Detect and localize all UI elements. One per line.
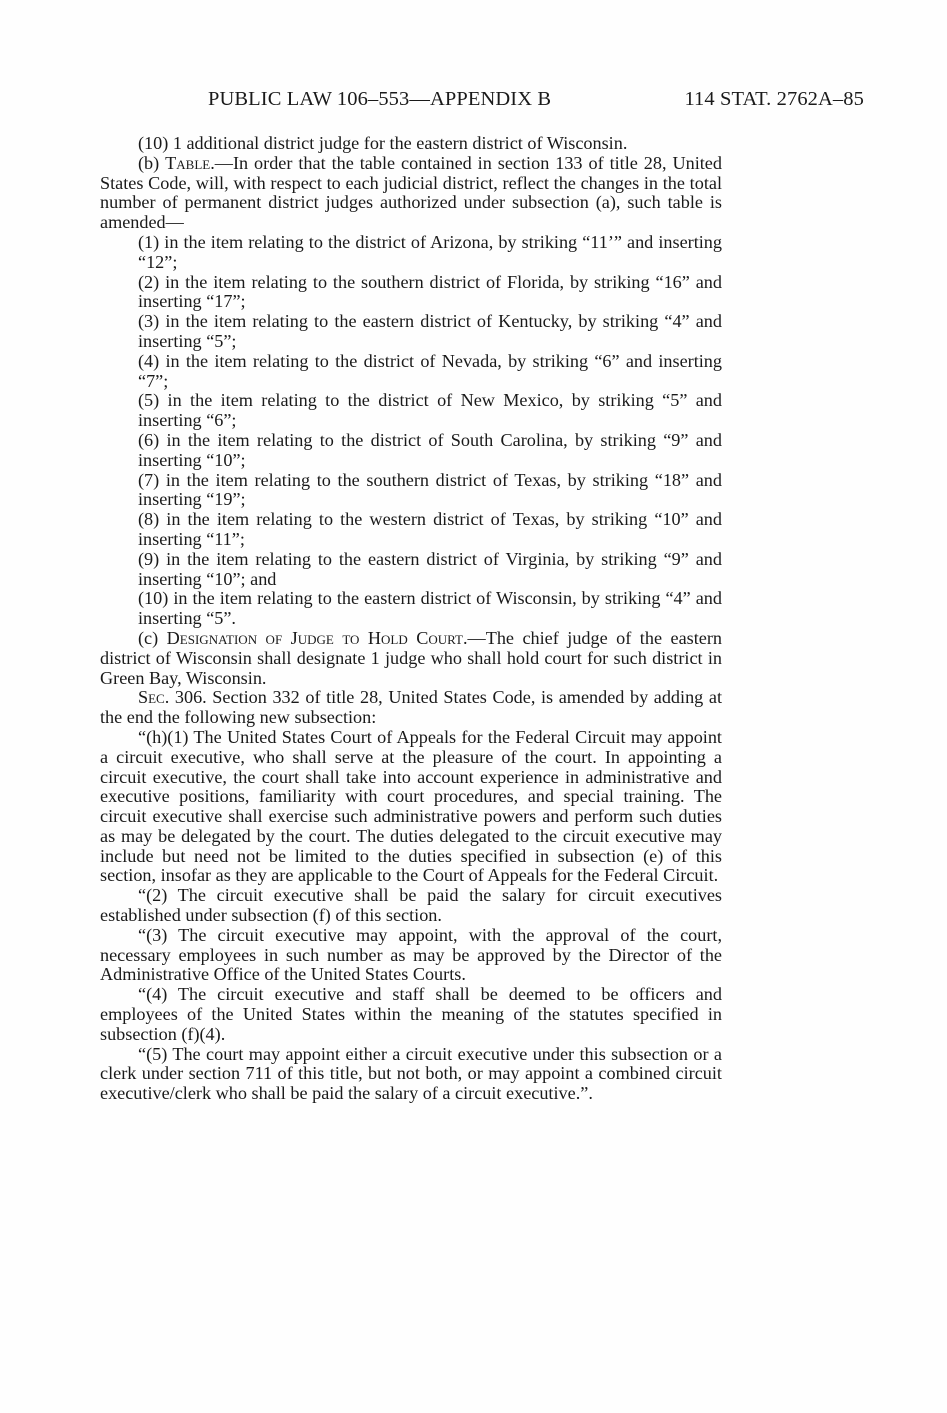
header-stat-citation: 114 STAT. 2762A–85 xyxy=(684,88,864,110)
paragraph-text: .—The chief judge of the eastern district of Wisconsin shall designate 1 judge who shall hold court for such district in Green Bay, Wisconsin. xyxy=(100,627,723,688)
paragraph-text: (7) in the item relating to the southern district of Texas, by striking “18” and inserting “19”; xyxy=(138,469,722,510)
paragraph-text: (2) in the item relating to the southern district of Florida, by striking “16” and inserting “17”; xyxy=(138,271,722,312)
paragraph-text: “(2) The circuit executive shall be paid the salary for circuit executives established under subsection (f) of this section. xyxy=(100,885,722,926)
paragraph-item xyxy=(100,134,722,154)
subsection-heading: Table xyxy=(165,152,211,173)
paragraph-text: (10) 1 additional district judge for the eastern district of Wisconsin. xyxy=(138,133,628,153)
paragraph-subsection-c xyxy=(100,629,722,688)
paragraph-section-306 xyxy=(100,688,722,728)
paragraph-item xyxy=(100,391,722,431)
paragraph-item xyxy=(100,589,722,629)
paragraph-quoted-4 xyxy=(100,985,722,1044)
paragraph-item xyxy=(100,352,722,392)
paragraph-text: .—In order that the table contained in section 133 of title 28, United States Code, will, with respect to each judicial district, reflect the changes in the total number of permanent district judges authorized under subsection (a), such table is amended— xyxy=(100,152,722,233)
paragraph-text: (9) in the item relating to the eastern district of Virginia, by striking “9” and inserting “10”; and xyxy=(138,548,722,589)
subsection-label: (c) xyxy=(138,627,167,648)
section-heading: Sec xyxy=(138,687,165,708)
paragraph-item xyxy=(100,431,722,471)
paragraph-item xyxy=(100,550,722,590)
paragraph-text: “(h)(1) The United States Court of Appeals for the Federal Circuit may appoint a circuit executive, who shall serve at the pleasure of the court. In appointing a circuit executive, the court shall take into account experience in administrative and executive positions, familiarity with court procedures, and special training. The circuit executive shall exercise such administrative powers and perform such duties as may be delegated by the court. The duties delegated to the circuit executive may include but need not be limited to the duties specified in subsection (e) of this section, insofar as they are applicable to the Court of Appeals for the Federal Circuit. xyxy=(100,726,722,886)
subsection-heading: Designation of Judge to Hold Court xyxy=(166,627,463,648)
paragraph-item xyxy=(100,471,722,511)
paragraph-quoted-2 xyxy=(100,886,722,926)
paragraph-text: (5) in the item relating to the district of New Mexico, by striking “5” and inserting “6”; xyxy=(138,390,722,431)
paragraph-quoted-5 xyxy=(100,1045,722,1104)
paragraph-item xyxy=(100,233,722,273)
paragraph-item xyxy=(100,510,722,550)
paragraph-item xyxy=(100,273,722,313)
header-law-title: PUBLIC LAW 106–553—APPENDIX B xyxy=(208,88,552,110)
running-header xyxy=(208,88,864,116)
paragraph-text: (4) in the item relating to the district of Nevada, by striking “6” and inserting “7”; xyxy=(138,350,722,391)
paragraph-text: (6) in the item relating to the district of South Carolina, by striking “9” and inserting “10”; xyxy=(138,429,722,470)
paragraph-text: (10) in the item relating to the eastern district of Wisconsin, by striking “4” and inserting “5”. xyxy=(138,588,722,629)
paragraph-item xyxy=(100,312,722,352)
paragraph-text: (8) in the item relating to the western district of Texas, by striking “10” and inserting “11”; xyxy=(138,509,722,549)
paragraph-subsection-b xyxy=(100,154,722,233)
paragraph-text: (1) in the item relating to the district of Arizona, by striking “11’” and inserting “12”; xyxy=(138,231,722,272)
paragraph-quoted-h1 xyxy=(100,728,722,886)
paragraph-quoted-3 xyxy=(100,926,722,985)
paragraph-text: “(4) The circuit executive and staff shall be deemed to be officers and employees of the United States within the meaning of the statutes specified in subsection (f)(4). xyxy=(100,984,722,1044)
paragraph-text: “(5) The court may appoint either a circuit executive under this subsection or a clerk under section 711 of this title, but not both, or may appoint a combined circuit executive/clerk who shall be paid the salary of a circuit executive.”. xyxy=(100,1043,722,1104)
paragraph-text: . 306. Section 332 of title 28, United States Code, is amended by adding at the end the following new subsection: xyxy=(100,687,722,728)
paragraph-text: (3) in the item relating to the eastern district of Kentucky, by striking “4” and inserting “5”; xyxy=(138,311,722,351)
document-body xyxy=(100,134,722,1104)
paragraph-text: “(3) The circuit executive may appoint, with the approval of the court, necessary employees in such number as may be approved by the Director of the Administrative Office of the United States Courts. xyxy=(100,924,722,985)
subsection-label: (b) xyxy=(138,152,166,173)
